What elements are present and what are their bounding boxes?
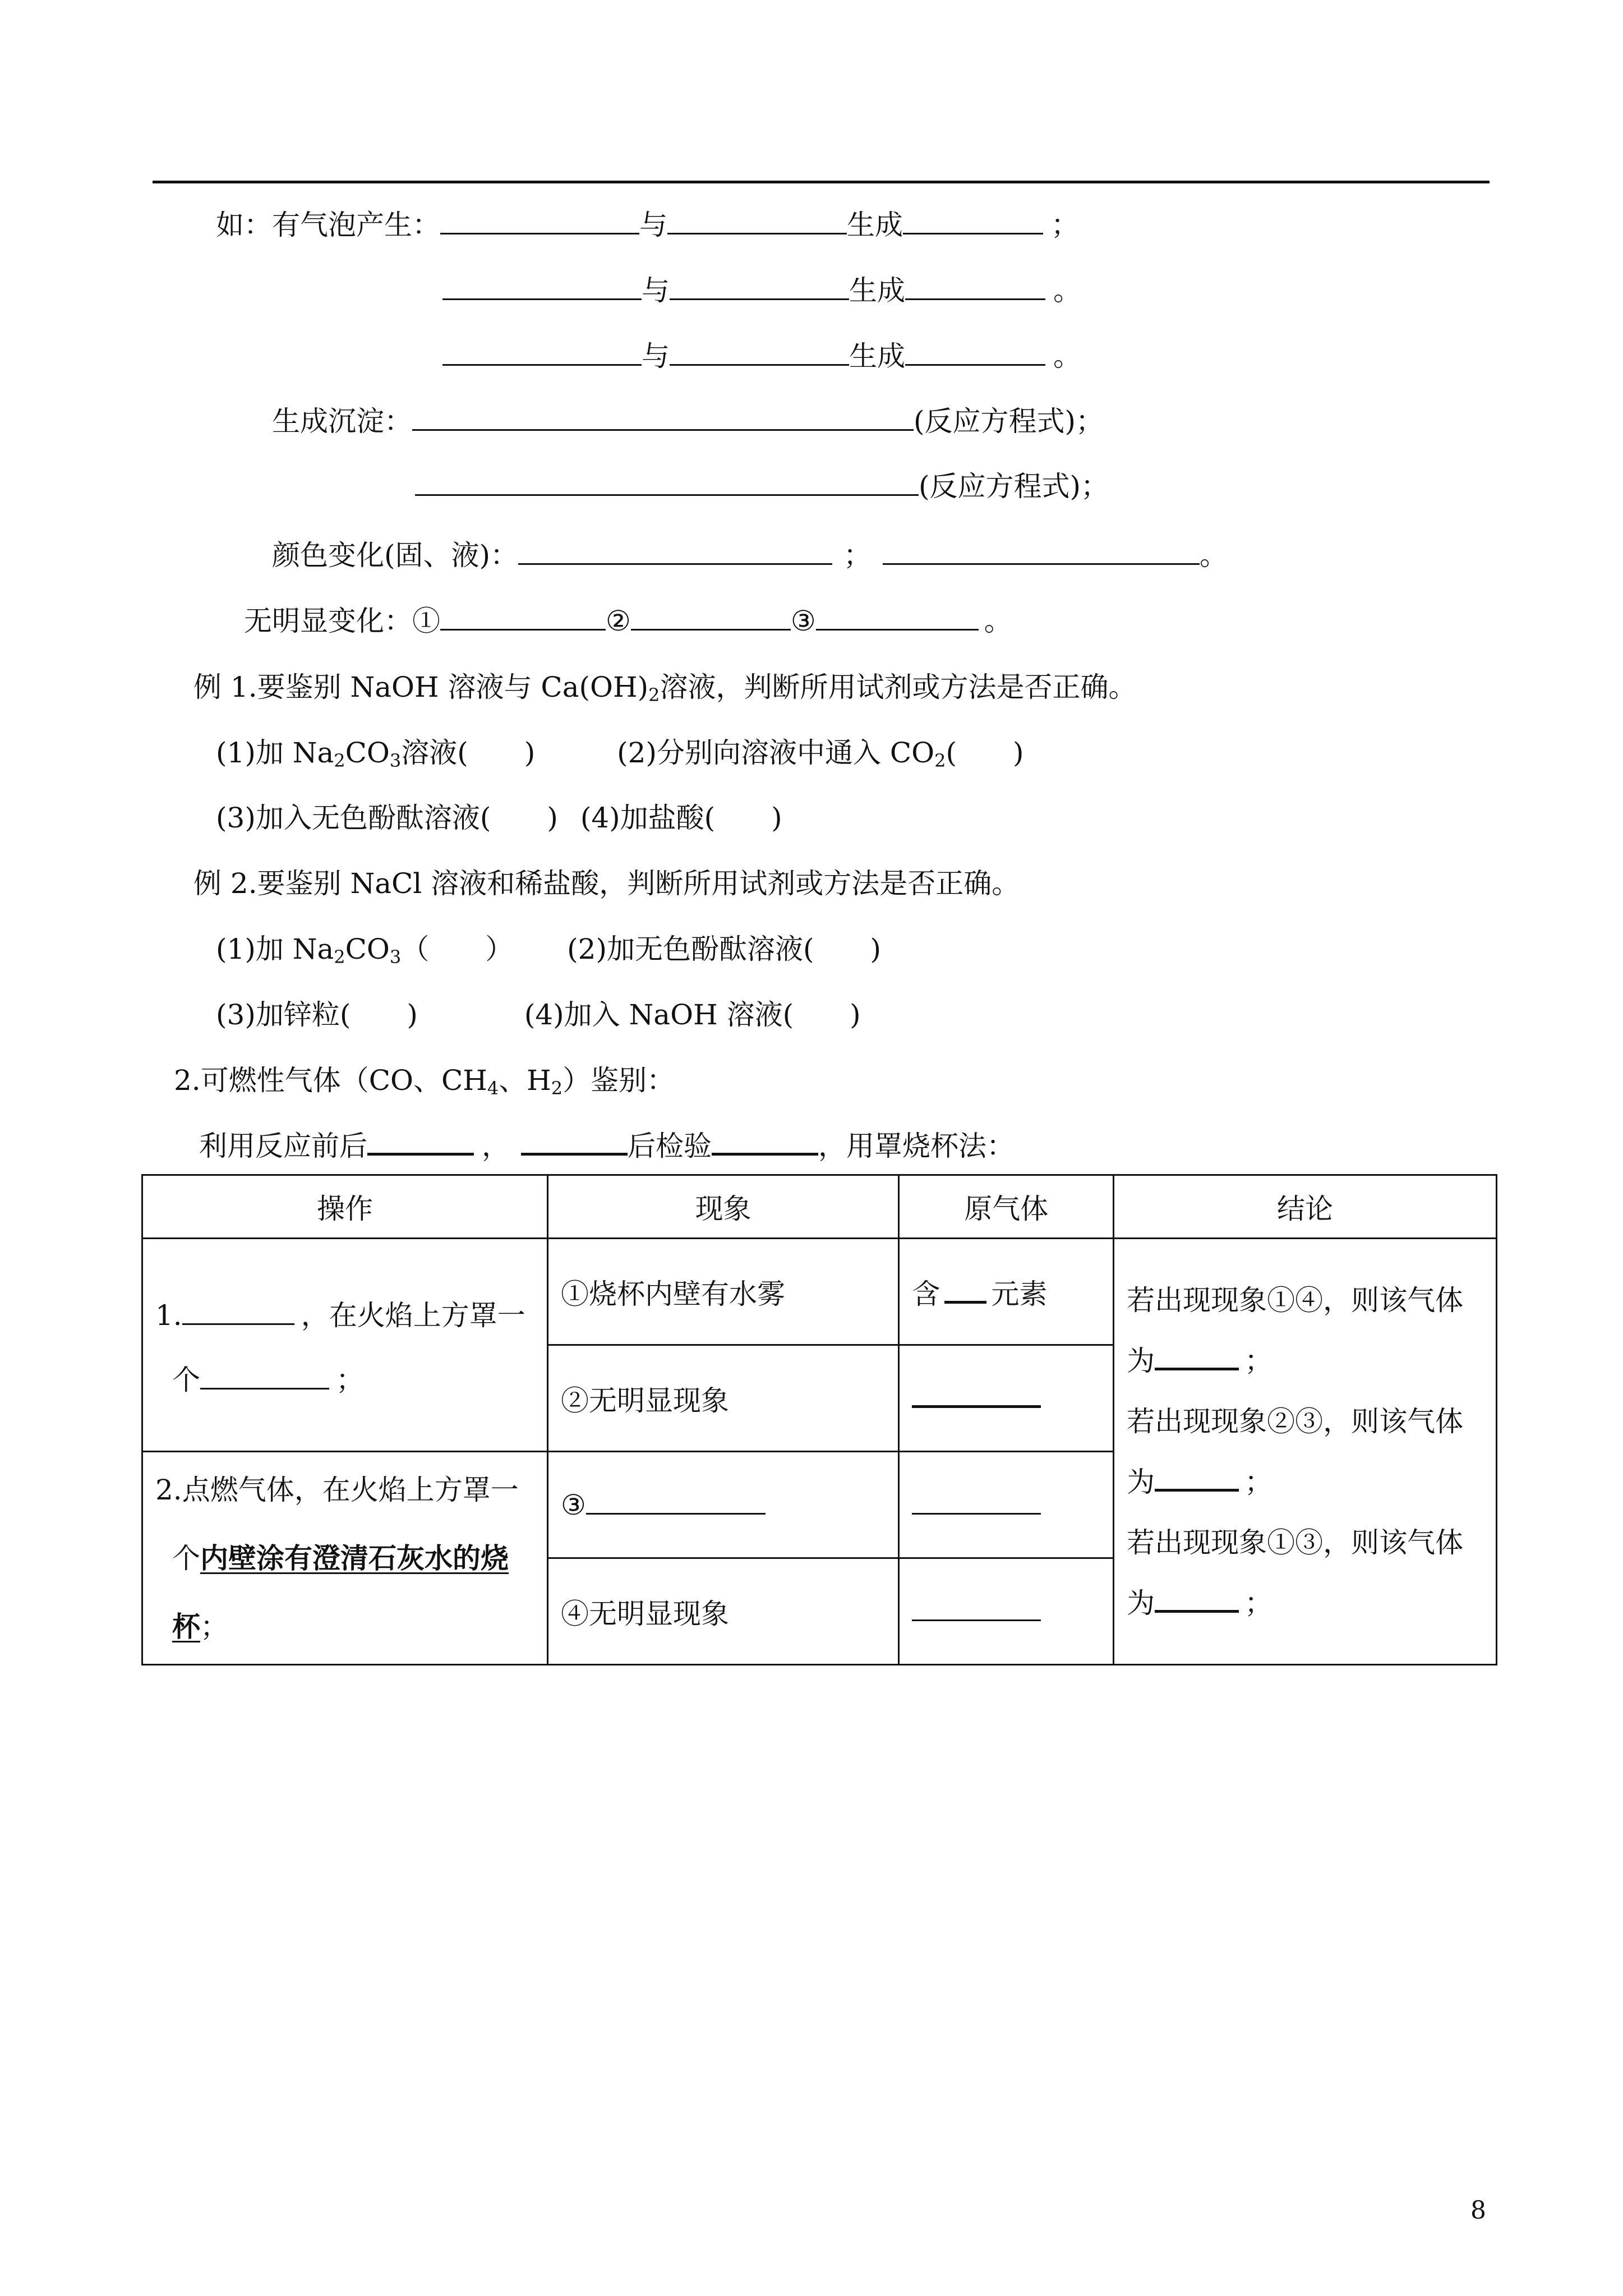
punct: ， (482, 1130, 510, 1162)
answer-blank[interactable] (670, 272, 849, 300)
forms-text: 生成 (849, 274, 905, 307)
answer-blank[interactable] (912, 1597, 1041, 1621)
answer-blank[interactable] (944, 1278, 986, 1304)
example1-question (193, 668, 1136, 715)
identification-table (141, 1174, 1497, 1665)
precipitate-label: 生成沉淀： (272, 405, 412, 438)
punct: ； (1244, 1587, 1273, 1619)
gas-bubbles-line-2 (442, 271, 1081, 310)
option-3[interactable]: (3)加锌粒( ) (216, 999, 418, 1031)
answer-blank[interactable] (182, 1301, 294, 1325)
answer-blank[interactable] (521, 1126, 628, 1156)
answer-blank[interactable] (586, 1490, 766, 1515)
gas-text: 含 (912, 1277, 940, 1310)
option-1: (1)加 Na (216, 933, 334, 965)
option-3[interactable]: (3)加入无色酚酞溶液( ) (216, 802, 558, 834)
section-title: 2.可燃性气体（CO、CH (174, 1064, 487, 1097)
answer-blank[interactable] (905, 337, 1045, 366)
punct: 。 (984, 605, 1012, 637)
forms-text: 生成 (849, 340, 905, 372)
answer-blank[interactable] (905, 272, 1045, 300)
option-1: (1)加 Na (216, 737, 334, 769)
answer-blank[interactable] (816, 602, 979, 631)
operation-1-cell (142, 1239, 548, 1452)
wei-text: 为 (1127, 1587, 1155, 1619)
with-text: 与 (639, 209, 667, 241)
option-1-answer[interactable]: （ ） (401, 933, 514, 965)
answer-blank[interactable] (518, 536, 832, 565)
forms-text: 生成 (847, 209, 903, 241)
wei-text: 为 (1127, 1345, 1155, 1377)
subscript: 3 (389, 946, 402, 968)
gas-bubbles-line-3 (442, 337, 1081, 376)
header-original-gas: 原气体 (899, 1175, 1114, 1239)
answer-blank[interactable] (712, 1126, 818, 1156)
punct: ； (843, 539, 872, 572)
section-title: ）鉴别： (562, 1064, 675, 1097)
answer-blank[interactable] (1155, 1588, 1239, 1613)
table-header-row (142, 1175, 1497, 1239)
phenomenon-1: ①烧杯内壁有水雾 (547, 1239, 898, 1345)
wei-text: 为 (1127, 1466, 1155, 1498)
header-operation: 操作 (142, 1175, 548, 1239)
op2-emphasis: 杯 (172, 1609, 200, 1643)
operation-2-cell (142, 1452, 548, 1665)
color-change-label: 颜色变化(固、液)： (272, 539, 519, 572)
conclusion-cell (1114, 1239, 1497, 1665)
example2-text: 例 2.要鉴别 NaCl 溶液和稀盐酸，判断所用试剂或方法是否正确。 (193, 867, 1020, 900)
answer-blank[interactable] (912, 1490, 1041, 1515)
gas-1-cell (899, 1239, 1114, 1345)
op1-text: 个 (172, 1363, 200, 1396)
phenomenon-4: ④无明显现象 (547, 1558, 898, 1665)
op2-text: 2.点燃气体，在火焰上方罩一 (155, 1473, 519, 1506)
answer-blank[interactable] (412, 402, 914, 431)
subscript: 4 (487, 1078, 499, 1099)
answer-blank[interactable] (367, 1126, 474, 1156)
gas-3-cell (899, 1452, 1114, 1558)
subscript: 2 (551, 1078, 563, 1099)
punct: ； (1244, 1345, 1273, 1377)
phenomenon-3: ③ (560, 1488, 586, 1521)
precipitate-line-2 (415, 467, 1109, 506)
color-change-line (272, 536, 1228, 575)
gas-bubbles-label: 如：有气泡产生： (216, 209, 440, 241)
subscript: 2 (648, 684, 660, 706)
answer-blank[interactable] (883, 536, 1200, 565)
conclusion-1: 若出现现象①④，则该气体 (1127, 1284, 1464, 1317)
answer-blank[interactable] (200, 1365, 329, 1389)
punct: ； (1244, 1466, 1273, 1498)
header-conclusion: 结论 (1114, 1175, 1497, 1239)
section-title: 、H (499, 1064, 551, 1097)
gas-4-cell (899, 1558, 1114, 1665)
op1-text: 1. (155, 1299, 182, 1332)
answer-blank[interactable] (667, 206, 847, 234)
punct: 。 (1053, 274, 1081, 307)
gas-2-cell (899, 1345, 1114, 1452)
option-2: (2)分别向溶液中通入 CO (617, 737, 935, 769)
section2-method (199, 1126, 1015, 1166)
equation-suffix: (反应方程式)； (919, 470, 1109, 503)
example2-options-row1 (216, 930, 881, 977)
subscript: 3 (389, 750, 402, 771)
punct: ； (336, 1363, 364, 1396)
answer-blank[interactable] (442, 337, 642, 366)
equation-suffix: (反应方程式)； (914, 405, 1104, 438)
example2-options-row2 (216, 995, 861, 1034)
option-4[interactable]: (4)加盐酸( ) (580, 802, 782, 834)
op1-text: ，在火焰上方罩一 (301, 1299, 525, 1332)
conclusion-3: 若出现现象①③，则该气体 (1127, 1526, 1464, 1559)
option-4[interactable]: (4)加入 NaOH 溶液( ) (524, 999, 861, 1031)
example2-question (193, 864, 1020, 903)
option-1-answer[interactable]: 溶液( ) (401, 737, 536, 769)
precipitate-line-1 (272, 402, 1104, 441)
answer-blank[interactable] (903, 206, 1043, 234)
answer-blank[interactable] (670, 337, 849, 366)
marker: ③ (790, 605, 816, 637)
answer-blank[interactable] (631, 602, 791, 631)
punct: 。 (1200, 539, 1228, 572)
answer-blank[interactable] (415, 467, 919, 496)
with-text: 与 (642, 340, 670, 372)
header-phenomenon: 现象 (547, 1175, 898, 1239)
conclusion-2: 若出现现象②③，则该气体 (1127, 1405, 1464, 1438)
section2-title (174, 1061, 675, 1108)
method-text: 利用反应前后 (199, 1130, 367, 1162)
option-2-answer[interactable]: ( ) (946, 737, 1024, 769)
method-text: 后检验 (628, 1130, 712, 1162)
op2-emphasis: 内壁涂有澄清石灰水的烧 (200, 1541, 509, 1575)
gas-bubbles-line-1 (216, 205, 1079, 245)
table-row (142, 1239, 1497, 1345)
no-change-line (244, 601, 1012, 641)
example1-options-row1 (216, 733, 1024, 780)
phenomenon-3-cell (547, 1452, 898, 1558)
phenomenon-2: ②无明显现象 (547, 1345, 898, 1452)
answer-blank[interactable] (912, 1383, 1041, 1408)
method-text: ，用罩烧杯法： (818, 1130, 1015, 1162)
example1-text: 溶液，判断所用试剂或方法是否正确。 (660, 671, 1137, 703)
example1-text: 例 1.要鉴别 NaOH 溶液与 Ca(OH) (193, 671, 649, 703)
subscript: 2 (334, 750, 345, 771)
punct: ； (200, 1610, 228, 1643)
option-1: CO (345, 737, 390, 769)
option-1: CO (345, 933, 390, 965)
option-2[interactable]: (2)加无色酚酞溶液( ) (567, 933, 881, 965)
page-number: 8 (1470, 2196, 1486, 2225)
punct: ； (1051, 209, 1079, 241)
example1-options-row2 (216, 798, 782, 838)
subscript: 2 (934, 750, 946, 771)
answer-blank[interactable] (442, 272, 642, 300)
answer-blank[interactable] (1155, 1466, 1239, 1492)
answer-blank[interactable] (1155, 1345, 1239, 1370)
gas-text: 元素 (991, 1277, 1048, 1310)
header-rule (153, 181, 1490, 183)
answer-blank[interactable] (440, 206, 639, 234)
answer-blank[interactable] (440, 602, 606, 631)
punct: 。 (1053, 340, 1081, 372)
with-text: 与 (642, 274, 670, 307)
marker: ② (606, 605, 631, 637)
op2-text: 个 (172, 1542, 200, 1575)
subscript: 2 (334, 946, 345, 968)
no-change-label: 无明显变化：① (244, 605, 440, 637)
